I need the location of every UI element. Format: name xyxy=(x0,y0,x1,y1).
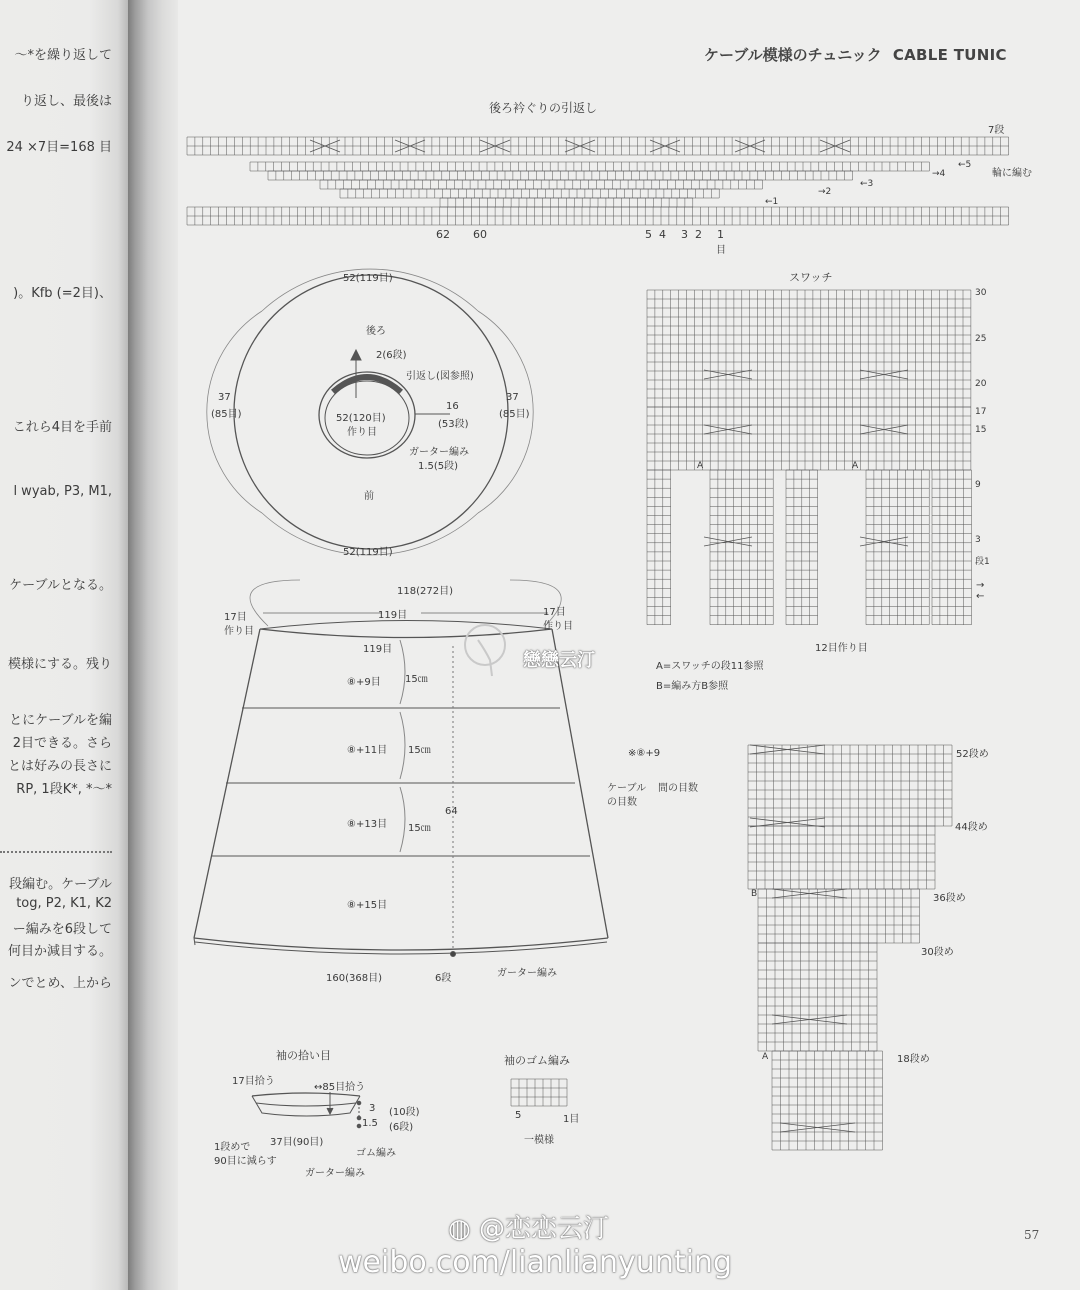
cable-row-label: 36段め xyxy=(933,893,966,904)
left-page-text-line: り返し、最後は xyxy=(20,94,112,109)
swatch-chart xyxy=(647,290,972,625)
row-arrow: ←3 xyxy=(860,179,874,189)
sleeve-reduce-a: 1段めで xyxy=(214,1142,251,1153)
swatch-direction-arrows: → ← xyxy=(976,580,985,602)
yoke-depth-rows: (53段) xyxy=(438,419,469,430)
yoke-right-stitches: (85目) xyxy=(499,409,530,420)
body-tier-height: 15㎝ xyxy=(405,674,428,685)
neck-shaping-chart xyxy=(187,137,1009,225)
left-page-text-line: l wyab, P3, M1, xyxy=(13,484,112,499)
swatch-row-number: 20 xyxy=(975,379,987,389)
left-page-text-line: ー編みを6段して xyxy=(12,922,112,937)
stitch-number: 1 xyxy=(717,228,724,241)
weibo-handle: @恋恋云汀 xyxy=(478,1214,609,1244)
body-diagram xyxy=(194,580,608,957)
body-hem-rows: 6段 xyxy=(435,973,452,984)
weibo-url: weibo.com/lianlianyunting xyxy=(338,1245,732,1280)
yoke-top-label: 52(119目) xyxy=(343,273,393,284)
stitch-number: 5 xyxy=(645,228,652,241)
yoke-left-label: 37 xyxy=(218,392,231,403)
watermark-stamp-text: 戀戀云汀 xyxy=(523,650,595,671)
stitch-number: 62 xyxy=(436,228,450,241)
swatch-row-number: 25 xyxy=(975,334,987,344)
weibo-watermark xyxy=(448,1208,609,1245)
neck-cast-on: 52(120目) xyxy=(336,413,386,424)
row-arrow: →2 xyxy=(818,187,832,197)
body-top-stitches: 119目 xyxy=(378,610,408,621)
stitch-number: 3 xyxy=(681,228,688,241)
body-total-length: 64 xyxy=(445,806,458,817)
sleeve-garter-height: 1.5 xyxy=(362,1118,378,1129)
body-tier-height: 15㎝ xyxy=(408,823,431,834)
legend-formula: ※⑧+9 xyxy=(628,748,661,759)
cable-row-label: 44段め xyxy=(955,822,988,833)
body-tier-label: ⑧+15目 xyxy=(347,900,388,911)
swatch-note-b: B=編み方B参照 xyxy=(656,681,729,692)
body-left-cast-on: 作り目 xyxy=(224,626,254,637)
left-page-text-line: ンでとめ、上から xyxy=(8,976,112,991)
left-page-text-line: 〜*を繰り返して xyxy=(14,48,112,63)
legend-cable-count: の目数 xyxy=(607,797,637,808)
body-hem-garter: ガーター編み xyxy=(497,968,557,979)
rib-number: 1目 xyxy=(563,1114,580,1125)
cable-mark-b: B xyxy=(751,889,758,899)
rib-repeat: 一模様 xyxy=(524,1135,554,1146)
neck-row-label: 7段 xyxy=(988,125,1005,136)
neck-cast-on-label: 作り目 xyxy=(347,427,377,438)
title-japanese: ケーブル模様のチュニック xyxy=(704,46,882,64)
body-inner-stitches: 119目 xyxy=(363,644,393,655)
sleeve-pickup-title: 袖の拾い目 xyxy=(276,1049,331,1062)
yoke-garter: ガーター編み xyxy=(409,447,469,458)
sleeve-garter-rows: (6段) xyxy=(389,1122,414,1133)
swatch-row-number: 9 xyxy=(975,480,981,490)
body-tier-height: 15㎝ xyxy=(408,745,431,756)
left-page-text-line: )。Kfb (=2目)、 xyxy=(13,286,112,301)
cable-row-label: 18段め xyxy=(897,1054,930,1065)
left-page-text-line: 何目か減目する。 xyxy=(7,944,112,959)
left-page-text-line: とにケーブルを編 xyxy=(9,713,112,728)
sleeve-reduce-b: 90目に減らす xyxy=(214,1156,277,1167)
stitch-number: 4 xyxy=(659,228,666,241)
body-tier-label: ⑧+13目 xyxy=(347,819,388,830)
round-label: 輪に編む xyxy=(992,168,1032,179)
yoke-back-label: 後ろ xyxy=(366,326,386,337)
left-page-text-line: とは好みの長さに xyxy=(7,759,112,774)
cable-row-label: 52段め xyxy=(956,749,989,760)
swatch-mark-a: A xyxy=(852,461,859,471)
stitch-number: 2 xyxy=(695,228,702,241)
sleeve-rib-height: 3 xyxy=(369,1103,376,1114)
short-rows-ref: 引返し(図参照) xyxy=(406,371,474,382)
sleeve-garter-label: ガーター編み xyxy=(305,1168,365,1179)
left-page-text-line: 段編む。ケーブル xyxy=(9,877,112,892)
sleeve-rib-title: 袖のゴム編み xyxy=(504,1054,570,1067)
body-left-stitches: 17目 xyxy=(224,612,247,623)
swatch-row-number: 17 xyxy=(975,407,987,417)
left-page-text-line: 2目できる。さら xyxy=(12,736,112,751)
body-tier-label: ⑧+11目 xyxy=(347,745,388,756)
left-page-text-line: tog, P2, K1, K2 xyxy=(16,896,112,911)
yoke-right-label: 37 xyxy=(506,392,519,403)
legend-cable: ケーブル xyxy=(607,783,647,794)
row-arrow: ←1 xyxy=(765,197,779,207)
cable-mark-a: A xyxy=(762,1052,769,1062)
rib-number: 5 xyxy=(515,1110,522,1121)
legend-between: 間の目数 xyxy=(658,783,698,794)
weibo-logo-icon: ◍ xyxy=(448,1214,471,1244)
swatch-title: スワッチ xyxy=(789,271,833,284)
sleeve-pick-b xyxy=(314,1078,365,1093)
left-page-text-line: RP, 1段K*, *〜* xyxy=(16,782,112,797)
swatch-row-number: 30 xyxy=(975,288,987,298)
swatch-row-number: 段1 xyxy=(975,557,990,567)
body-bottom-width: 160(368目) xyxy=(326,973,382,984)
yoke-bottom-label: 52(119目) xyxy=(343,547,393,558)
left-page-text-line: これら4目を手前 xyxy=(12,420,112,435)
yoke-front-label: 前 xyxy=(364,491,374,502)
sleeve-pick-a: 17目拾う xyxy=(232,1076,275,1087)
page-number: 57 xyxy=(1024,1228,1040,1242)
watermark-stamp xyxy=(465,625,505,676)
swatch-note-a: A=スワッチの段11参照 xyxy=(656,661,764,672)
stitch-number: 60 xyxy=(473,228,487,241)
body-right-cast-on: 作り目 xyxy=(543,621,573,632)
row-arrow: ←5 xyxy=(958,160,972,170)
body-right-stitches: 17目 xyxy=(543,607,566,618)
stitch-unit: 目 xyxy=(716,245,726,256)
cable-row-label: 30段め xyxy=(921,947,954,958)
sleeve-pickup-diagram xyxy=(252,1092,361,1128)
neck-chart-title: 後ろ衿ぐりの引返し xyxy=(489,101,598,115)
left-page-text-line: 24 ×7目=168 目 xyxy=(6,140,112,155)
swatch-cast-on: 12目作り目 xyxy=(815,643,868,654)
swatch-mark-a: A xyxy=(697,461,704,471)
sleeve-rib-chart xyxy=(511,1079,567,1106)
sleeve-rib-rows: (10段) xyxy=(389,1107,420,1118)
sleeve-bottom-stitches: 37目(90目) xyxy=(270,1137,324,1148)
sleeve-rib-label: ゴム編み xyxy=(356,1148,396,1159)
title-english: CABLE TUNIC xyxy=(892,46,1007,64)
yoke-left-stitches: (85目) xyxy=(211,409,242,420)
left-page-text-line: ケーブルとなる。 xyxy=(9,578,112,593)
swatch-row-number: 3 xyxy=(975,535,981,545)
yoke-depth: 16 xyxy=(446,401,459,412)
sleeve-pick-b-text: 85目拾う xyxy=(322,1082,366,1093)
body-tier-label: ⑧+9目 xyxy=(347,677,381,688)
yoke-garter-size: 1.5(5段) xyxy=(418,461,459,472)
row-arrow: →4 xyxy=(932,169,946,179)
left-page-text-line: 模様にする。残り xyxy=(7,657,112,672)
short-rows-label: 2(6段) xyxy=(376,350,407,361)
body-top-width: 118(272目) xyxy=(397,586,453,597)
swatch-row-number: 15 xyxy=(975,425,987,435)
sleeve-pick-b-arrow: ↔ xyxy=(314,1082,323,1093)
